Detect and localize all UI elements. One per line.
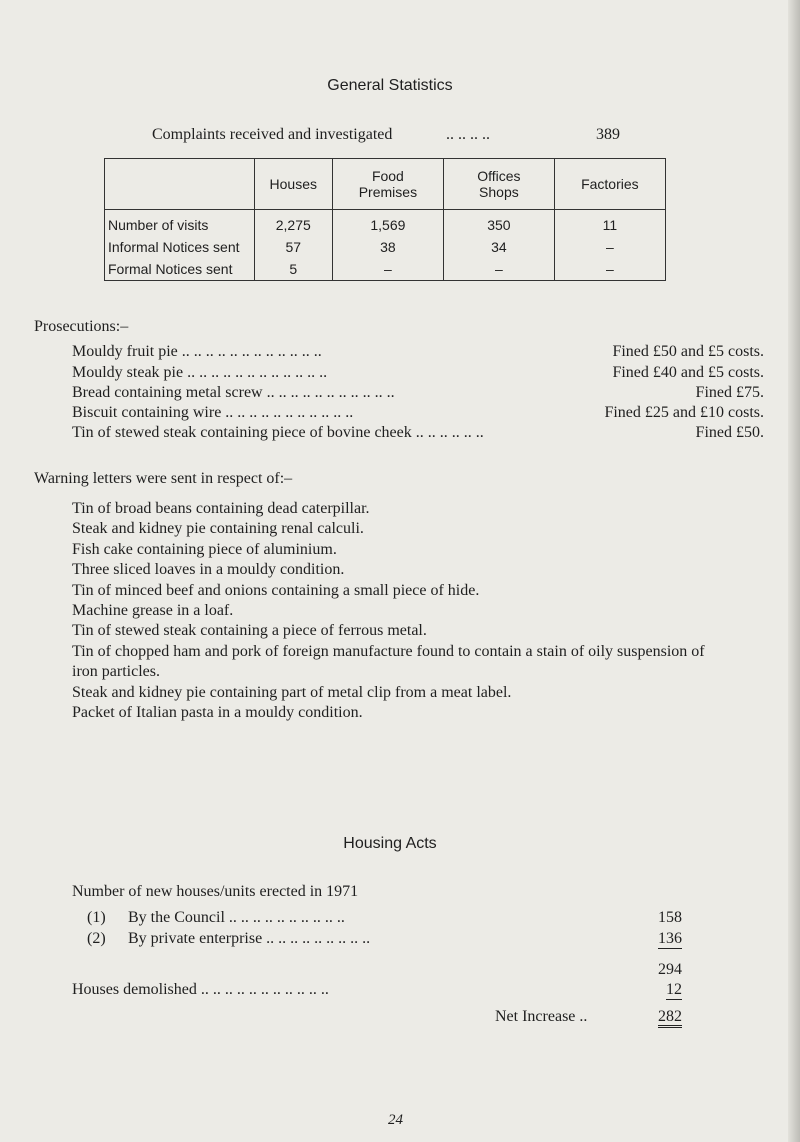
demolished-label: Houses demolished .. .. .. .. .. .. .. .. .. .. .. [72,981,329,998]
list-item: Tin of broad beans containing dead caterpillar. [72,500,370,517]
cell: 350 [444,210,555,237]
list-item: iron particles. [72,663,160,681]
table-row [105,210,666,237]
table-header-houses: Houses [254,159,332,210]
subtotal-value: 294 [658,961,682,978]
private-value [622,930,682,949]
general-statistics-heading: General Statistics [327,77,453,94]
cell: 2,275 [254,210,332,237]
list-item: Tin of minced beef and onions containing a small piece of hide. [72,581,480,599]
prosecution-result: Fined £50. [695,424,764,441]
list-item: Tin of chopped ham and pork of foreign manufacture found to contain a stain of oily suspension of [72,642,705,660]
housing-intro: Number of new houses/units erected in 1971 [72,883,359,900]
private-label: By private enterprise .. .. .. .. .. .. .. .. .. [128,930,371,947]
cell: – [554,258,665,281]
list-item: Three sliced loaves in a mouldy condition. [72,561,345,579]
list-item: Packet of Italian pasta in a mouldy condition. [72,704,363,722]
page-edge-shadow [788,0,800,1142]
table-row [105,258,666,281]
council-value: 158 [658,909,682,926]
cell: – [444,258,555,281]
prosecution-result: Fined £25 and £10 costs. [604,404,764,421]
list-item: Steak and kidney pie containing part of metal clip from a meat label. [72,683,512,701]
warning-list [72,499,772,723]
cell: – [332,258,443,281]
cell: 1,569 [332,210,443,237]
private-number: (2) [87,930,106,947]
prosecution-item: Mouldy fruit pie .. .. .. .. .. .. .. .. .. .. .. .. [72,343,322,360]
demolished-value [622,981,682,1000]
table-header-row [105,159,666,210]
row-label: Informal Notices sent [105,236,255,258]
cell: 38 [332,236,443,258]
list-item: Tin of stewed steak containing a piece of ferrous metal. [72,622,427,640]
table-header-food-premises: Food Premises [332,159,443,210]
complaints-value: 389 [596,126,620,143]
prosecution-result: Fined £75. [695,384,764,401]
complaints-dots: .. .. .. .. [446,126,490,143]
council-number: (1) [87,909,106,926]
prosecution-item: Biscuit containing wire .. .. .. .. .. .. .. .. .. .. .. [72,404,354,421]
page-number: 24 [388,1112,403,1128]
list-item: Machine grease in a loaf. [72,602,234,620]
table-header-blank [105,159,255,210]
demolished-value-text: 12 [666,981,682,998]
list-item: Fish cake containing piece of aluminium. [72,540,337,558]
table-header-offices-shops: Offices Shops [444,159,555,210]
prosecution-result: Fined £50 and £5 costs. [612,343,764,360]
cell: 5 [254,258,332,281]
net-increase-value [622,1008,682,1026]
row-label: Number of visits [105,210,255,237]
council-label: By the Council .. .. .. .. .. .. .. .. .. .. [128,909,345,926]
table-row [105,236,666,258]
warning-heading: Warning letters were sent in respect of:– [34,470,293,487]
row-label: Formal Notices sent [105,258,255,281]
cell: 34 [444,236,555,258]
statistics-table [104,158,666,281]
prosecution-item: Tin of stewed steak containing piece of bovine cheek .. .. .. .. .. .. [72,424,484,441]
net-increase-value-text: 282 [658,1008,682,1028]
prosecution-item: Mouldy steak pie .. .. .. .. .. .. .. .. .. .. .. .. [72,364,328,381]
housing-heading: Housing Acts [343,835,437,852]
cell: 11 [554,210,665,237]
prosecutions-heading: Prosecutions:– [34,318,129,335]
prosecution-item: Bread containing metal screw .. .. .. .. .. .. .. .. .. .. .. [72,384,395,401]
cell: 57 [254,236,332,258]
net-increase-label: Net Increase .. [495,1008,588,1025]
prosecution-result: Fined £40 and £5 costs. [612,364,764,381]
table-header-factories: Factories [554,159,665,210]
complaints-line [152,126,392,144]
private-value-text: 136 [658,930,682,947]
complaints-label: Complaints received and investigated [152,126,393,143]
list-item: Steak and kidney pie containing renal calculi. [72,520,364,538]
cell: – [554,236,665,258]
